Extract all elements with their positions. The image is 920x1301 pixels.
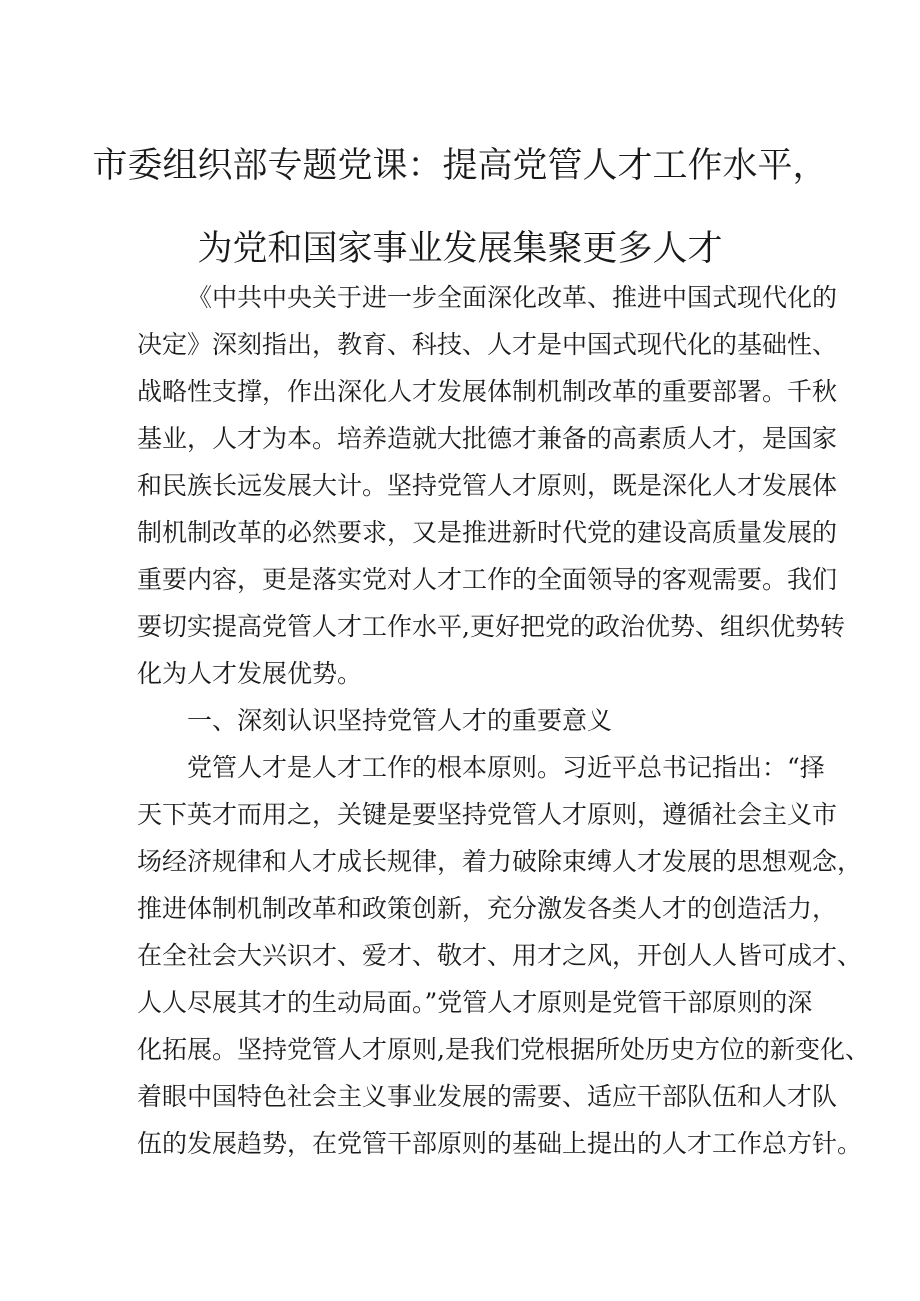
- body-line: 基业，人才为本。培养造就大批德才兼备的高素质人才，是国家: [137, 424, 838, 453]
- body-line: 党管人才是人才工作的根本原则。习近平总书记指出：“择: [187, 753, 825, 782]
- body-line: 和民族长远发展大计。坚持党管人才原则，既是深化人才发展体: [137, 471, 838, 500]
- body-line: 《中共中央关于进一步全面深化改革、推进中国式现代化的: [187, 283, 838, 312]
- body-line: 化拓展。坚持党管人才原则,是我们党根据所处历史方位的新变化、: [137, 1035, 870, 1064]
- body-line: 决定》深刻指出，教育、科技、人才是中国式现代化的基础性、: [137, 330, 838, 359]
- body-line: 天下英才而用之，关键是要坚持党管人才原则，遵循社会主义市: [137, 800, 838, 829]
- body-line: 场经济规律和人才成长规律，着力破除束缚人才发展的思想观念，: [137, 847, 863, 876]
- body-line: 推进体制机制改革和政策创新，充分激发各类人才的创造活力，: [137, 894, 838, 923]
- body-line: 要切实提高党管人才工作水平,更好把党的政治优势、组织优势转: [137, 612, 845, 641]
- body-line: 重要内容，更是落实党对人才工作的全面领导的客观需要。我们: [137, 565, 838, 594]
- document-title-line-1: 市委组织部专题党课：提高党管人才工作水平，: [92, 146, 828, 186]
- body-line: 在全社会大兴识才、爱才、敬才、用才之风，开创人人皆可成才、: [137, 941, 863, 970]
- body-line: 战略性支撑，作出深化人才发展体制机制改革的重要部署。千秋: [137, 377, 838, 406]
- body-line: 伍的发展趋势，在党管干部原则的基础上提出的人才工作总方针。: [137, 1129, 863, 1158]
- section-heading: 一、深刻认识坚持党管人才的重要意义: [187, 706, 613, 735]
- body-line: 制机制改革的必然要求，又是推进新时代党的建设高质量发展的: [137, 518, 838, 547]
- body-line: 着眼中国特色社会主义事业发展的需要、适应干部队伍和人才队: [137, 1082, 838, 1111]
- body-line: 人人尽展其才的生动局面。”党管人才原则是党管干部原则的深: [137, 988, 813, 1017]
- document-title-line-2: 为党和国家事业发展集聚更多人才: [197, 229, 723, 269]
- body-line: 化为人才发展优势。: [137, 659, 363, 688]
